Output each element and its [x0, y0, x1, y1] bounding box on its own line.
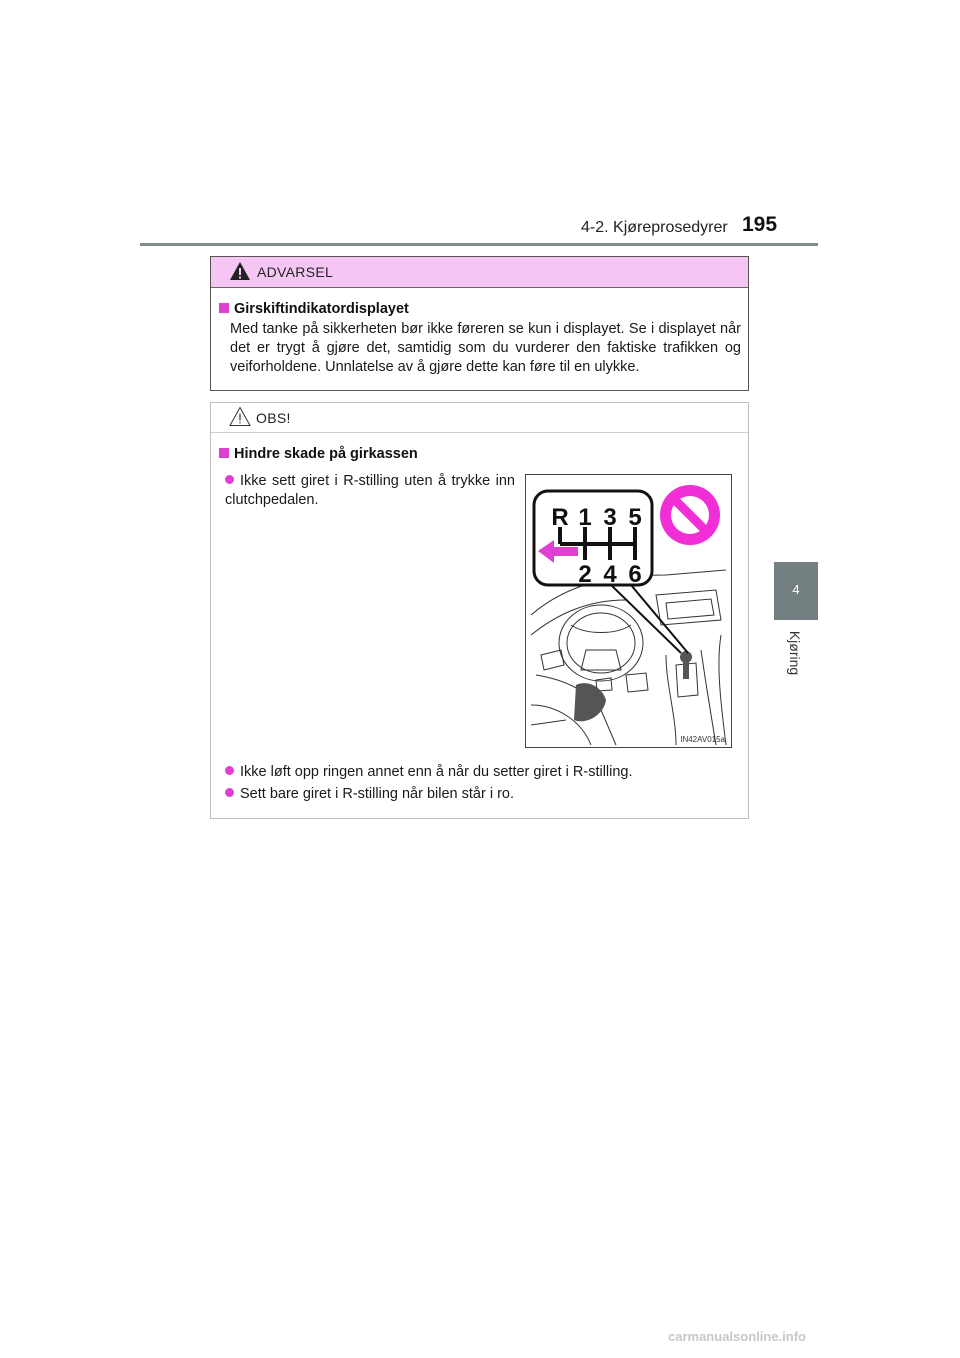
- page-number: 195: [742, 213, 778, 236]
- warning-header: [211, 257, 748, 288]
- chapter-label: Kjøring: [787, 630, 803, 676]
- round-bullet-icon: [225, 475, 234, 484]
- gear-label-4: 4: [603, 561, 617, 588]
- notice-title: OBS!: [256, 410, 291, 426]
- illustration-code: IN42AV015a: [680, 735, 725, 744]
- gear-label-3: 3: [603, 504, 617, 531]
- square-bullet-icon: [219, 303, 229, 313]
- round-bullet-icon: [225, 788, 234, 797]
- round-bullet-icon: [225, 766, 234, 775]
- warning-title: ADVARSEL: [257, 264, 334, 280]
- gearshift-drawing: [526, 475, 731, 747]
- warning-box: [210, 256, 749, 391]
- gear-label-5: 5: [628, 504, 642, 531]
- notice-bullet-1: Ikke sett giret i R-stilling uten å trykke inn clutchpedalen.: [225, 473, 515, 508]
- notice-section-title: Hindre skade på girkassen: [219, 446, 418, 462]
- gear-label-6: 6: [628, 561, 642, 588]
- section-header: 4-2. Kjøreprosedyrer: [581, 219, 728, 236]
- notice-bullet-2: Ikke løft opp ringen annet enn å når du setter giret i R-stilling.: [225, 763, 740, 782]
- header-rule: [140, 243, 818, 246]
- warning-text: Med tanke på sikkerheten bør ikke føreren se kun i displayet. Se i displayet når det er trygt å gjøre det, samtidig som du vurderer den faktiske trafikken og veiforholdene. Unnlatelse av å gjøre dette kan føre til en ulykke.: [230, 321, 741, 375]
- gear-label-1: 1: [578, 504, 592, 531]
- chapter-tab[interactable]: [774, 562, 818, 620]
- warning-section-title: Girskiftindikatordisplayet: [219, 301, 409, 317]
- warning-icon: [229, 261, 251, 281]
- square-bullet-icon: [219, 448, 229, 458]
- notice-bullet-3: Sett bare giret i R-stilling når bilen står i ro.: [225, 785, 740, 804]
- gear-label-R: R: [551, 504, 569, 531]
- notice-header: [211, 403, 748, 433]
- chapter-number: 4: [792, 582, 800, 597]
- prohibition-icon: [660, 485, 720, 545]
- gearshift-illustration: [525, 474, 732, 748]
- watermark[interactable]: carmanualsonline.info: [668, 1329, 806, 1344]
- gear-label-2: 2: [578, 561, 592, 588]
- caution-icon: [229, 406, 251, 427]
